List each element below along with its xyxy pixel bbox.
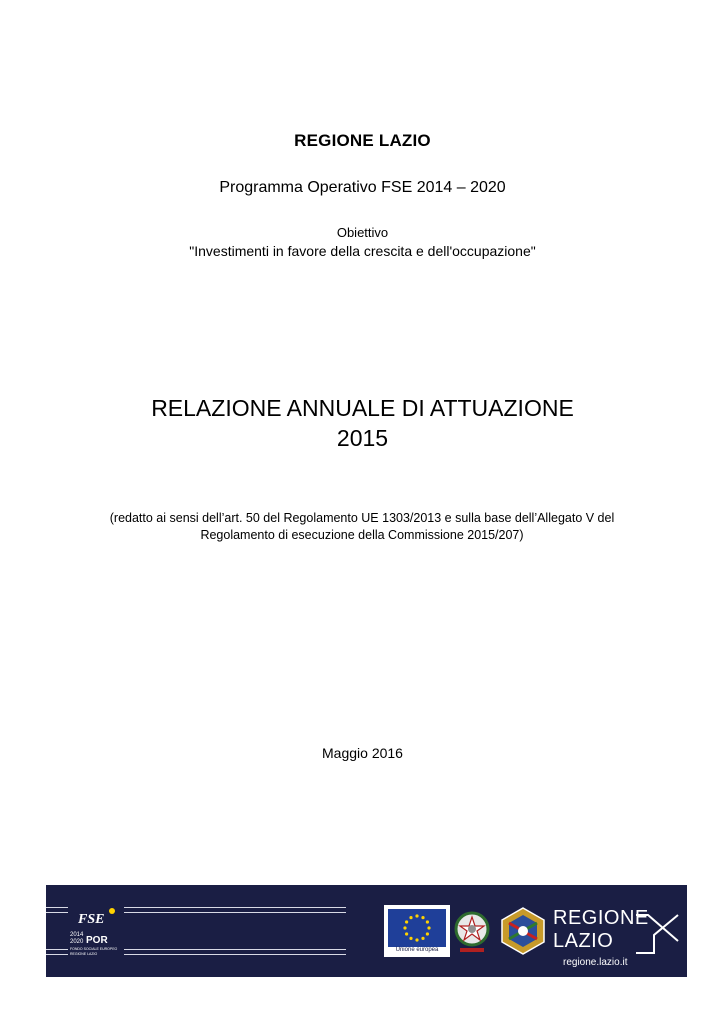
por-year-end: 2020 (70, 939, 84, 945)
objective-label: Obiettivo (336, 225, 389, 240)
por-subtitle-2: REGIONE LAZIO (70, 952, 98, 956)
por-year-start: 2014 (70, 932, 84, 938)
note-line1: (redatto ai sensi dell’art. 50 del Regolamento UE 1303/2013 e sulla base dell’Allegato V del (109, 511, 615, 525)
website-url: regione.lazio.it (563, 957, 628, 968)
note-line2: Regolamento di esecuzione della Commissione 2015/207) (200, 528, 524, 542)
report-title (0, 393, 725, 453)
eu-flag-icon (388, 909, 446, 947)
publication-date: Maggio 2016 (322, 745, 403, 761)
program-title: Programma Operativo FSE 2014 – 2020 (219, 179, 506, 196)
eu-logo (384, 905, 450, 957)
por-fse-text: FSE (78, 912, 105, 927)
objective-text: "Investimenti in favore della crescita e dell'occupazione" (189, 243, 536, 259)
report-title-line1: RELAZIONE ANNUALE DI ATTUAZIONE (151, 395, 574, 421)
footer-logo-banner (46, 885, 687, 977)
organization-heading: REGIONE LAZIO (294, 131, 431, 150)
por-fse-logo (68, 903, 124, 963)
brand-name-regione: REGIONE (553, 907, 649, 929)
eu-label: Unione europea (395, 947, 439, 953)
brand-name-lazio: LAZIO (553, 930, 614, 952)
report-title-year: 2015 (336, 425, 389, 451)
por-label: POR (86, 935, 108, 946)
lazio-region-emblem (500, 906, 546, 956)
legal-reference-note (62, 510, 662, 544)
italian-republic-emblem (452, 905, 492, 957)
por-subtitle-1: FONDO SOCIALE EUROPEO (70, 947, 118, 951)
